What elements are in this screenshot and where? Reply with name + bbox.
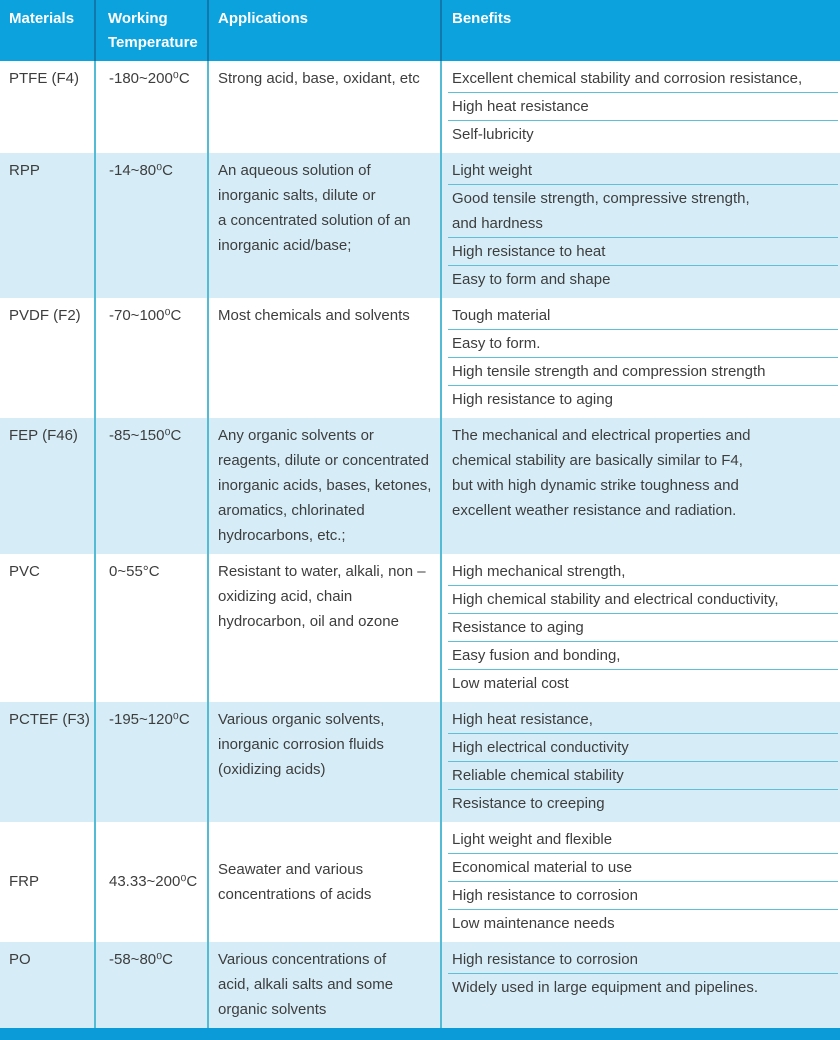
benefit-item [442,735,840,760]
benefit-separator-line [448,357,838,358]
column-header-2 [94,0,207,61]
benefits-cell [440,298,840,418]
application-text-line: Various organic solvents, [218,711,385,728]
benefit-text-line: High heat resistance, [452,711,593,728]
benefit-text-line: The mechanical and electrical properties and [452,427,751,444]
benefit-text-line: Easy fusion and bonding, [452,647,621,664]
benefit-separator-line [448,329,838,330]
table-row [0,822,840,942]
benefit-text-line: Easy to form. [452,335,541,352]
benefit-item [442,239,840,264]
column-header-label: Temperature [108,34,198,51]
material-cell: PTFE (F4) [9,70,79,87]
benefit-text-line: High heat resistance [452,98,589,115]
benefit-separator-line [448,973,838,974]
benefit-item [442,587,840,612]
benefit-text-line: High resistance to corrosion [452,887,638,904]
benefit-item [442,331,840,356]
working-temperature-cell: -58~80⁰C [94,942,207,1028]
application-text-line: Strong acid, base, oxidant, etc [218,70,420,87]
benefit-item [442,186,840,236]
benefit-text-line: Excellent chemical stability and corrosion resistance, [452,70,803,87]
application-text-line: inorganic salts, dilute or [218,187,376,204]
working-temperature-cell: 0~55°C [94,554,207,702]
application-text-line: a concentrated solution of an [218,212,411,229]
benefit-text-line: Reliable chemical stability [452,767,624,784]
benefit-separator-line [448,641,838,642]
application-text-line: Various concentrations of [218,951,387,968]
benefit-item [442,791,840,816]
benefit-item [442,615,840,640]
benefit-item [442,303,840,328]
table-row [0,418,840,554]
benefit-text-line: excellent weather resistance and radiation. [452,502,737,519]
applications-cell [207,298,440,418]
benefit-text-line: and hardness [452,215,543,232]
application-text-line: organic solvents [218,1001,327,1018]
working-temperature-cell: -195~120⁰C [94,702,207,822]
benefit-separator-line [448,789,838,790]
application-text-line: An aqueous solution of [218,162,371,179]
benefit-text-line: Resistance to aging [452,619,584,636]
benefit-item [442,763,840,788]
benefit-item [442,643,840,668]
benefit-separator-line [448,237,838,238]
column-header-4 [440,0,840,61]
column-header-3 [207,0,440,61]
benefit-item [442,122,840,147]
benefit-text-line: High resistance to heat [452,243,606,260]
benefit-separator-line [448,761,838,762]
benefit-separator-line [448,853,838,854]
working-temperature-cell: -70~100⁰C [94,298,207,418]
table-row [0,554,840,702]
benefit-text-line: Economical material to use [452,859,633,876]
material-cell: FEP (F46) [9,427,78,444]
benefit-text-line: Widely used in large equipment and pipelines. [452,979,759,996]
benefit-text-line: Low material cost [452,675,569,692]
working-temperature-cell: -85~150⁰C [94,418,207,554]
benefit-text-line: High tensile strength and compression strength [452,363,766,380]
benefits-cell [440,61,840,153]
benefit-item [442,423,840,523]
applications-cell [207,942,440,1028]
benefit-separator-line [448,92,838,93]
applications-cell [207,153,440,298]
benefit-item [442,267,840,292]
benefit-item [442,671,840,696]
applications-cell [207,822,440,942]
benefit-item [442,975,840,1000]
material-cell: RPP [9,162,40,179]
benefit-separator-line [448,909,838,910]
benefit-item [442,359,840,384]
application-text-line: (oxidizing acids) [218,761,326,778]
benefits-cell [440,554,840,702]
column-header-label: Materials [9,10,75,27]
benefit-text-line: Resistance to creeping [452,795,605,812]
benefit-separator-line [448,120,838,121]
application-text-line: Seawater and various [218,860,364,878]
benefits-cell [440,702,840,822]
applications-cell [207,554,440,702]
benefit-separator-line [448,881,838,882]
benefit-item [442,387,840,412]
working-temperature-cell: -14~80⁰C [94,153,207,298]
benefit-text-line: Low maintenance needs [452,915,615,932]
benefit-separator-line [448,613,838,614]
benefit-separator-line [448,669,838,670]
benefit-separator-line [448,733,838,734]
benefit-text-line: High chemical stability and electrical conductivity, [452,591,779,608]
material-cell: PCTEF (F3) [9,711,90,728]
benefit-item [442,911,840,936]
column-header-label: Working [108,10,168,27]
benefits-cell [440,822,840,942]
table-row [0,702,840,822]
benefit-item [442,707,840,732]
benefit-text-line: chemical stability are basically similar to F4, [452,452,743,469]
application-text-line: hydrocarbon, oil and ozone [218,613,399,630]
benefit-item [442,947,840,972]
benefit-text-line: High resistance to aging [452,391,613,408]
benefit-item [442,94,840,119]
table-row [0,942,840,1028]
working-temperature-cell: 43.33~200⁰C [94,822,207,942]
table-row [0,153,840,298]
benefit-text-line: Good tensile strength, compressive strength, [452,190,750,207]
benefit-text-line: High resistance to corrosion [452,951,638,968]
application-text-line: inorganic corrosion fluids [218,736,384,753]
table-body [0,61,840,1028]
application-text-line: hydrocarbons, etc.; [218,527,346,544]
benefits-cell [440,153,840,298]
application-text-line: acid, alkali salts and some [218,976,394,993]
application-text-line: inorganic acid/base; [218,237,352,254]
benefits-cell [440,418,840,554]
application-text-line: inorganic acids, bases, ketones, [218,477,432,494]
benefit-text-line: High mechanical strength, [452,563,626,580]
bottom-accent-bar [0,1028,840,1040]
benefit-item [442,559,840,584]
working-temperature-cell: -180~200⁰C [94,61,207,153]
material-cell: PVC [9,563,40,580]
benefit-separator-line [448,184,838,185]
application-text-line: Most chemicals and solvents [218,307,410,324]
benefit-text-line: Light weight and flexible [452,831,613,848]
benefit-text-line: but with high dynamic strike toughness and [452,477,739,494]
material-cell: PVDF (F2) [9,307,81,324]
benefit-text-line: High electrical conductivity [452,739,629,756]
benefit-separator-line [448,385,838,386]
benefits-cell [440,942,840,1028]
applications-cell [207,702,440,822]
benefit-item [442,883,840,908]
benefit-separator-line [448,265,838,266]
application-text-line: reagents, dilute or concentrated [218,452,429,469]
benefit-item [442,827,840,852]
applications-cell [207,61,440,153]
benefit-text-line: Light weight [452,162,533,179]
application-text-line: concentrations of acids [218,885,372,903]
application-text-line: oxidizing acid, chain [218,588,353,605]
benefit-item [442,66,840,91]
column-header-label: Benefits [452,10,512,27]
application-text-line: Resistant to water, alkali, non – [218,563,426,580]
benefit-separator-line [448,585,838,586]
application-text-line: Any organic solvents or [218,427,374,444]
column-header-1 [0,0,94,61]
benefit-text-line: Self-lubricity [452,126,534,143]
material-cell: PO [9,951,31,968]
column-header-label: Applications [218,10,309,27]
table-header-row [0,0,840,61]
benefit-item [442,855,840,880]
application-text-line: aromatics, chlorinated [218,502,365,519]
table-row [0,61,840,153]
benefit-text-line: Easy to form and shape [452,271,611,288]
applications-cell [207,418,440,554]
benefit-text-line: Tough material [452,307,551,324]
table-row [0,298,840,418]
benefit-item [442,158,840,183]
material-cell: FRP [9,873,39,890]
